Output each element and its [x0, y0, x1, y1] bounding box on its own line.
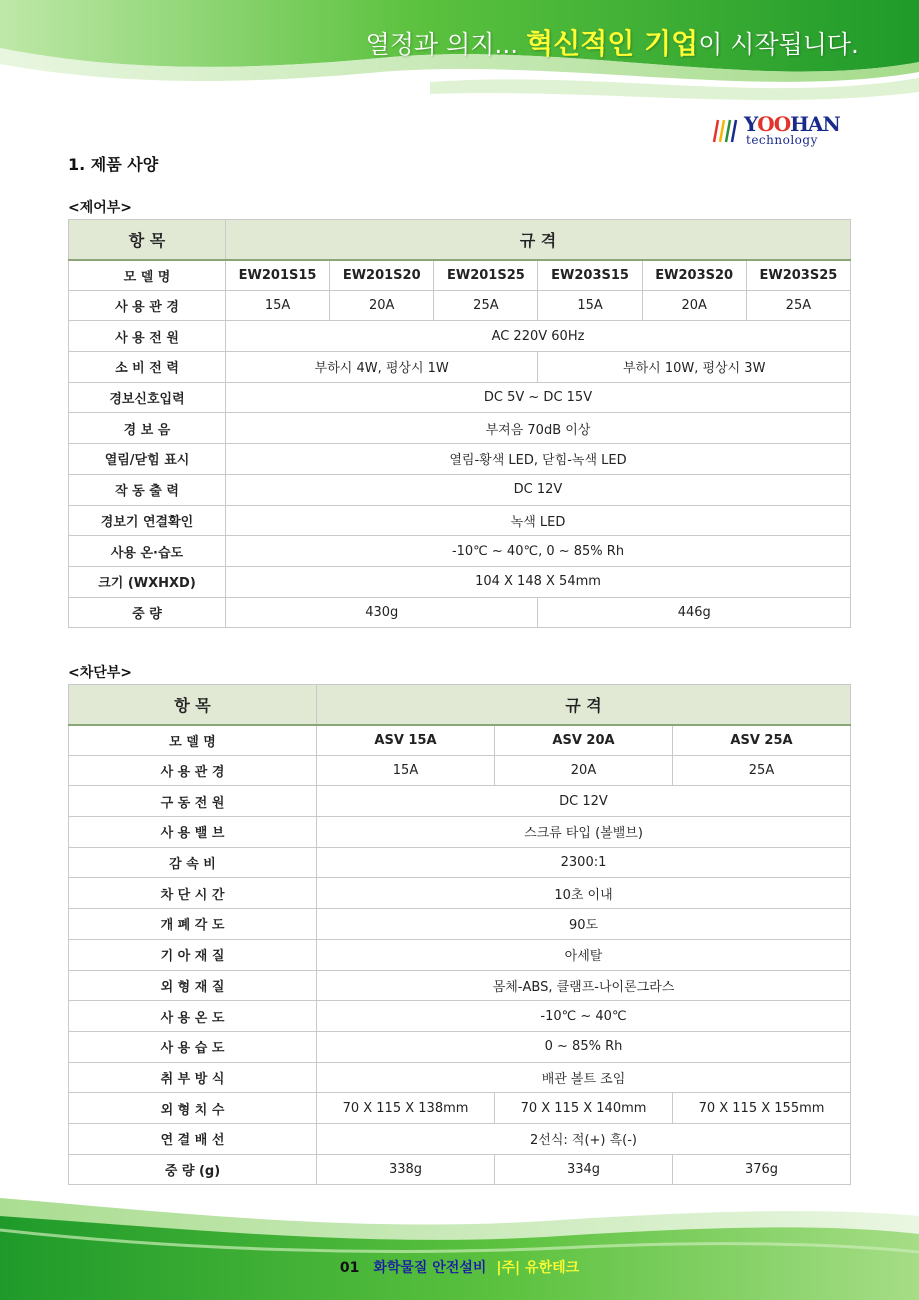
control-unit-title: <제어부>	[68, 200, 133, 216]
table-row: 사 용 밸 브 스크류 타입 (볼밸브)	[69, 817, 851, 848]
table-row: 경보신호입력 DC 5V ~ DC 15V	[69, 382, 851, 413]
slogan	[366, 22, 859, 62]
table-row: 사 용 습 도 0 ~ 85% Rh	[69, 1031, 851, 1062]
slogan-post: 이 시작됩니다.	[698, 30, 859, 59]
table-row: 외 형 치 수 70 X 115 X 138mm 70 X 115 X 140mm 70 X 115 X 155mm	[69, 1093, 851, 1124]
table-row: 중 량 (g) 338g 334g 376g	[69, 1154, 851, 1185]
table-row: 외 형 재 질 몸체-ABS, 클램프-나이론그라스	[69, 970, 851, 1001]
section-title: 1. 제품 사양	[68, 155, 159, 174]
logo-brand: YOOHAN	[744, 112, 840, 136]
footer-category: 화학물질 안전설비	[373, 1260, 487, 1276]
table-row: 중 량 430g 446g	[69, 597, 851, 628]
company-logo	[708, 112, 853, 152]
table-row: 사 용 온 도 -10℃ ~ 40℃	[69, 1001, 851, 1032]
table-row: 차 단 시 간 10초 이내	[69, 878, 851, 909]
table-row: 소 비 전 력 부하시 4W, 평상시 1W 부하시 10W, 평상시 3W	[69, 352, 851, 383]
table-row: 기 아 재 질 아세탈	[69, 939, 851, 970]
logo-tagline: technology	[746, 133, 818, 147]
top-banner	[0, 0, 919, 110]
table-row: 크기 (WXHXD) 104 X 148 X 54mm	[69, 566, 851, 597]
header-item: 항 목	[69, 220, 226, 260]
table-row: 사 용 관 경 15A 20A 25A 15A 20A 25A	[69, 290, 851, 321]
table-row: 모 델 명 EW201S15 EW201S20 EW201S25 EW203S15 EW203S20 EW203S25	[69, 260, 851, 291]
table-row: 작 동 출 력 DC 12V	[69, 474, 851, 505]
header-spec: 규 격	[226, 220, 851, 260]
bottom-wave-graphic	[0, 1190, 919, 1300]
header-spec: 규 격	[317, 685, 851, 725]
footer	[0, 1257, 919, 1277]
header-item: 항 목	[69, 685, 317, 725]
table-row: 사용 온·습도 -10℃ ~ 40℃, 0 ~ 85% Rh	[69, 536, 851, 567]
table-row: 구 동 전 원 DC 12V	[69, 786, 851, 817]
table-row: 감 속 비 2300:1	[69, 847, 851, 878]
table-row: 사 용 전 원 AC 220V 60Hz	[69, 321, 851, 352]
table-row: 경보기 연결확인 녹색 LED	[69, 505, 851, 536]
logo-stripes-icon	[708, 116, 742, 144]
bottom-banner	[0, 1190, 919, 1300]
table-row: 사 용 관 경 15A 20A 25A	[69, 755, 851, 786]
footer-company: |주| 유한테크	[496, 1260, 580, 1276]
table-row: 연 결 배 선 2선식: 적(+) 흑(-)	[69, 1123, 851, 1154]
table-row: 모 델 명 ASV 15A ASV 20A ASV 25A	[69, 725, 851, 756]
shutoff-unit-title: <차단부>	[68, 665, 133, 681]
shutoff-spec-table	[68, 684, 851, 1185]
slogan-highlight: 혁신적인 기업	[526, 27, 699, 60]
table-row: 열림/닫힘 표시 열림-황색 LED, 닫힘-녹색 LED	[69, 444, 851, 475]
table-row: 경 보 음 부져음 70dB 이상	[69, 413, 851, 444]
slogan-pre: 열정과 의지...	[365, 30, 527, 59]
page-number: 01	[339, 1260, 360, 1276]
table-row: 취 부 방 식 배관 볼트 조임	[69, 1062, 851, 1093]
table-row: 개 폐 각 도 90도	[69, 909, 851, 940]
control-spec-table	[68, 219, 851, 628]
